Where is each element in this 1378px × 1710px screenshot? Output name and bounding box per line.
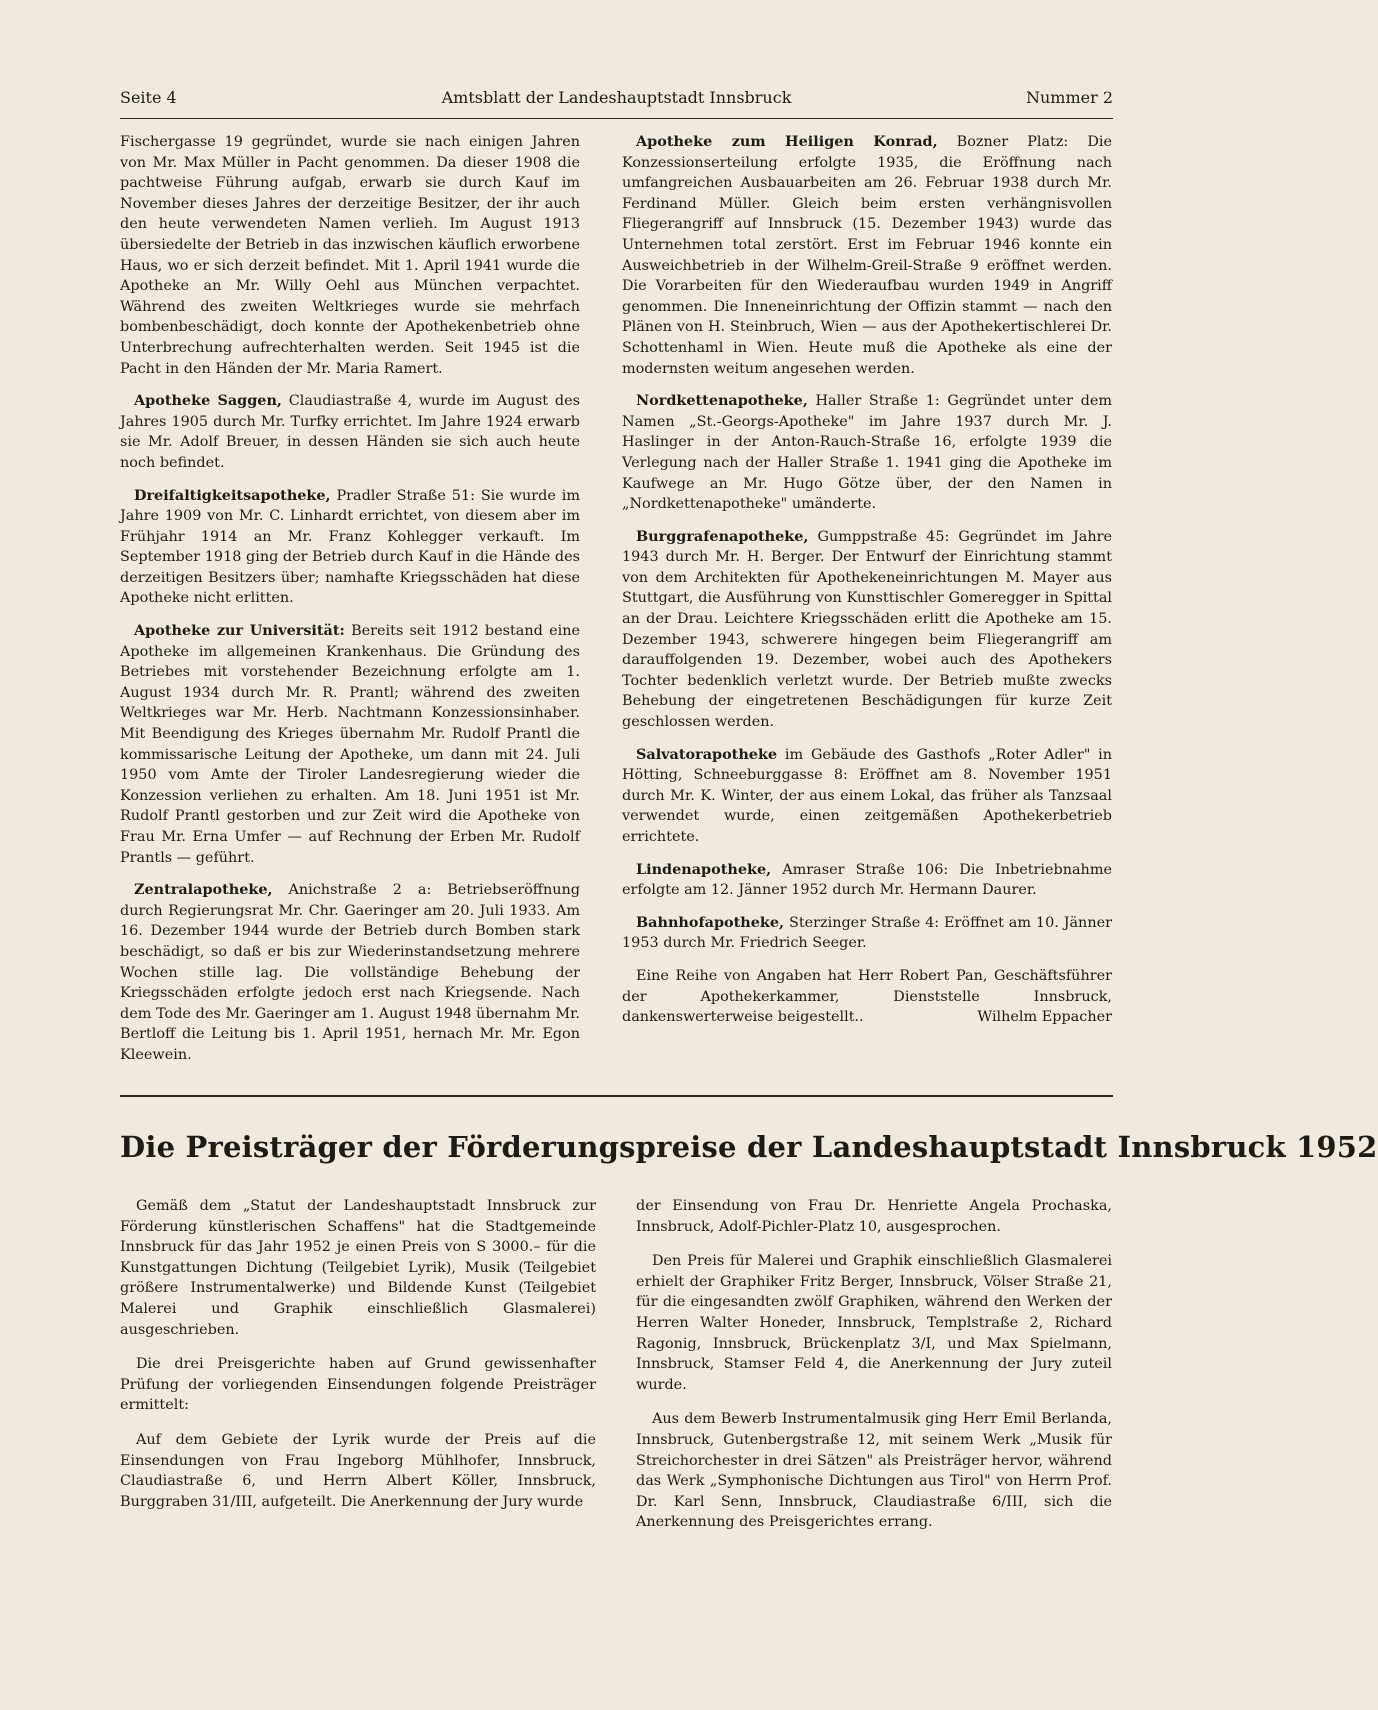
- paragraph-apotheke-universitaet: Apotheke zur Universität: Bereits seit 1912 bestand eine Apotheke im allgemeinen Krankenhaus. Die Gründung des Betriebes mit vorstehender Bezeichnung erfolgte am 1. August 1934 durch Mr. R. Prantl; während des zweiten Weltkrieges war Mr. Herb. Nachtmann Konzessionsinhaber. Mit Beendigung des Krieges übernahm Mr. Rudolf Prantl die kommissarische Leitung der Apotheke, um dann mit 24. Juli 1950 vom Amte der Tiroler Landesregierung wieder die Konzession verliehen zu erhalten. Am 18. Juni 1951 ist Mr. Rudolf Prantl gestorben und zur Zeit wird die Apotheke von Frau Mr. Erna Umfer — auf Rechnung der Erben Mr. Rudolf Prantls — geführt.: [120, 622, 580, 866]
- pharmacy-name: Apotheke zur Universität:: [134, 622, 345, 640]
- paragraph-acknowledgement: Eine Reihe von Angaben hat Herr Robert Pan, Geschäftsführer der Apothekerkammer, Dienststelle Innsbruck, dankenswerterweise beigestellt.. Wilhelm Eppacher: [622, 966, 1112, 1028]
- section-divider: [120, 1095, 1113, 1097]
- header-rule: [120, 118, 1113, 119]
- pharmacy-name: Dreifaltigkeitsapotheke,: [134, 486, 331, 504]
- paragraph-apotheke-saggen: Apotheke Saggen, Claudiastraße 4, wurde im August des Jahres 1905 durch Mr. Turfky errichtet. Im Jahre 1924 erwarb sie Mr. Adolf Breuer, in dessen Händen sie sich auch heute noch befindet.: [120, 392, 580, 471]
- paragraph-lindenapotheke: Lindenapotheke, Amraser Straße 106: Die Inbetriebnahme erfolgte am 12. Jänner 1952 durch Mr. Hermann Daurer.: [622, 860, 1112, 899]
- paragraph-fischergasse: Fischergasse 19 gegründet, wurde sie nach einigen Jahren von Mr. Max Müller in Pacht genommen. Da dieser 1908 die pachtweise Führung aufgab, erwarb sie durch Kauf im November dieses Jahres der derzeitige Besitzer, der ihr auch den heute verwendeten Namen verlieh. Im August 1913 übersiedelte der Betrieb in das inzwischen käuflich erworbene Haus, wo er sich derzeit befindet. Mit 1. April 1941 wurde die Apotheke an Mr. Willy Oehl aus München verpachtet. Während des zweiten Weltkrieges wurde sie mehrfach bombenbeschädigt, doch konnte der Apothekenbetrieb ohne Unterbrechung aufrechterhalten werden. Seit 1945 ist die Pacht in den Händen der Mr. Maria Ramert.: [120, 134, 580, 377]
- issue-number: Nummer 2: [1025, 88, 1113, 107]
- paragraph-zentralapotheke: Zentralapotheke, Anichstraße 2 a: Betriebseröffnung durch Regierungsrat Mr. Chr. Gaeringer am 20. Juli 1933. Am 16. Dezember 1944 wurde der Betrieb durch Bomben stark beschädigt, so daß er bis zur Wiederinstandsetzung mehrere Wochen stille lag. Die vollständige Behebung der Kriegsschäden erfolgte jedoch erst nach Kriegsende. Nach dem Tode des Mr. Gaeringer am 1. August 1948 übernahm Mr. Bertloff die Leitung bis 1. April 1951, hernach Mr. Mr. Egon Kleewein.: [120, 881, 580, 1063]
- top-left-column: [120, 132, 580, 1078]
- pharmacy-name: Salvatorapotheke: [636, 745, 778, 763]
- paragraph-preisgerichte: Die drei Preisgerichte haben auf Grund gewissenhafter Prüfung der vorliegenden Einsendungen folgende Preisträger ermittelt:: [120, 1356, 596, 1414]
- bottom-right-column: [636, 1196, 1112, 1547]
- publication-title: Amtsblatt der Landeshauptstadt Innsbruck: [441, 88, 792, 107]
- paragraph-nordkettenapotheke: Nordkettenapotheke, Haller Straße 1: Gegründet unter dem Namen „St.-Georgs-Apotheke" im Jahre 1937 durch Mr. J. Haslinger in der Anton-Rauch-Straße 16, erfolgte 1939 die Verlegung nach der Haller Straße 1. 1941 ging die Apotheke im Kaufwege an Mr. Hugo Götze über, der den Namen in „Nordkettenapotheke" umänderte.: [622, 392, 1112, 513]
- paragraph-salvatorapotheke: Salvatorapotheke im Gebäude des Gasthofs „Roter Adler" in Hötting, Schneeburggasse 8: Eröffnet am 8. November 1951 durch Mr. K. Winter, der aus einem Lokal, das früher als Tanzsaal verwendet wurde, einen zeitgemäßen Apothekerbetrieb errichtete.: [622, 745, 1112, 845]
- paragraph-bahnhofapotheke: Bahnhofapotheke, Sterzinger Straße 4: Eröffnet am 10. Jänner 1953 durch Mr. Friedrich Seeger.: [622, 913, 1112, 952]
- pharmacy-name: Apotheke Saggen,: [134, 392, 282, 410]
- author-signature: Wilhelm Eppacher: [977, 1009, 1112, 1026]
- pharmacy-name: Burggrafenapotheke,: [636, 527, 809, 545]
- section-title: Die Preisträger der Förderungspreise der Landeshauptstadt Innsbruck 1952: [120, 1130, 1378, 1164]
- top-right-column: [622, 132, 1112, 1040]
- paragraph-heiliger-konrad: Apotheke zum Heiligen Konrad, Bozner Platz: Die Konzessionserteilung erfolgte 1935, die Eröffnung nach umfangreichen Ausbauarbeiten am 26. Februar 1938 durch Mr. Ferdinand Müller. Gleich beim ersten verhängnisvollen Fliegerangriff auf Innsbruck (15. Dezember 1943) wurde das Unternehmen total zerstört. Erst im Februar 1946 konnte ein Ausweichbetrieb in der Wilhelm-Greil-Straße 9 eröffnet werden. Die Vorarbeiten für den Wiederaufbau wurden 1949 in Angriff genommen. Die Inneneinrichtung der Offizin stammt — nach den Plänen von H. Steinbruch, Wien — aus der Apothekertischlerei Dr. Schottenhaml in Wien. Heute muß die Apotheke als eine der modernsten weitum angesehen werden.: [622, 133, 1112, 377]
- pharmacy-name: Apotheke zum Heiligen Konrad,: [636, 133, 938, 150]
- bottom-left-column: [120, 1196, 596, 1526]
- paragraph-statut: Gemäß dem „Statut der Landeshauptstadt Innsbruck zur Förderung künstlerischen Schaffens" hat die Stadtgemeinde Innsbruck für das Jahr 1952 je einen Preis von S 3000.– für die Kunstgattungen Dichtung (Teilgebiet Lyrik), Musik (Teilgebiet größere Instrumentalwerke) und Bildende Kunst (Teilgebiet Malerei und Graphik einschließlich Glasmalerei) ausgeschrieben.: [120, 1198, 596, 1338]
- paragraph-malerei: Den Preis für Malerei und Graphik einschließlich Glasmalerei erhielt der Graphiker Fritz Berger, Innsbruck, Völser Straße 21, für die eingesandten zwölf Graphiken, während den Werken der Herren Walter Honeder, Innsbruck, Templstraße 2, Richard Ragonig, Innsbruck, Brückenplatz 3/I, und Max Spielmann, Innsbruck, Stamser Feld 4, die Anerkennung der Jury zuteil wurde.: [636, 1253, 1112, 1393]
- paragraph-musik: Aus dem Bewerb Instrumentalmusik ging Herr Emil Berlanda, Innsbruck, Gutenbergstraße 12, mit seinem Werk „Musik für Streichorchester in drei Sätzen" als Preisträger hervor, während das Werk „Symphonische Dichtungen aus Tirol" von Herrn Prof. Dr. Karl Senn, Innsbruck, Claudiastraße 6/III, sich die Anerkennung des Preisgerichtes errang.: [636, 1411, 1112, 1531]
- pharmacy-name: Bahnhofapotheke,: [636, 913, 785, 931]
- pharmacy-name: Nordkettenapotheke,: [636, 392, 808, 410]
- page-number: Seite 4: [120, 88, 177, 107]
- paragraph-lyrik-continued: der Einsendung von Frau Dr. Henriette Angela Prochaska, Innsbruck, Adolf-Pichler-Platz 10, ausgesprochen.: [636, 1198, 1112, 1235]
- running-header: [120, 88, 1113, 114]
- pharmacy-name: Lindenapotheke,: [636, 860, 772, 878]
- paragraph-burggrafenapotheke: Burggrafenapotheke, Gumppstraße 45: Gegründet im Jahre 1943 durch Mr. H. Berger. Der Entwurf der Einrichtung stammt von dem Architekten für Apothekeneinrichtungen M. Mayer aus Stuttgart, die Ausführung von Kunsttischler Gomeregger in Spittal an der Drau. Leichtere Kriegsschäden erlitt die Apotheke am 15. Dezember 1943, schwerere hingegen beim Fliegerangriff am darauffolgenden 19. Dezember, wobei auch des Apothekers Tochter bedenklich verletzt wurde. Der Betrieb mußte zwecks Behebung der eingetretenen Beschädigungen für kurze Zeit geschlossen werden.: [622, 527, 1112, 731]
- paragraph-lyrik: Auf dem Gebiete der Lyrik wurde der Preis auf die Einsendungen von Frau Ingeborg Mühlhofer, Innsbruck, Claudiastraße 6, und Herrn Albert Köller, Innsbruck, Burggraben 31/III, aufgeteilt. Die Anerkennung der Jury wurde: [120, 1431, 596, 1510]
- pharmacy-name: Zentralapotheke,: [134, 881, 273, 899]
- paragraph-dreifaltigkeitsapotheke: Dreifaltigkeitsapotheke, Pradler Straße 51: Sie wurde im Jahre 1909 von Mr. C. Linhardt errichtet, von diesem aber im Frühjahr 1914 an Mr. Franz Kohlegger verkauft. Im September 1918 ging der Betrieb durch Kauf in die Hände des derzeitigen Besitzers über; namhafte Kriegsschäden hat diese Apotheke nicht erlitten.: [120, 486, 580, 607]
